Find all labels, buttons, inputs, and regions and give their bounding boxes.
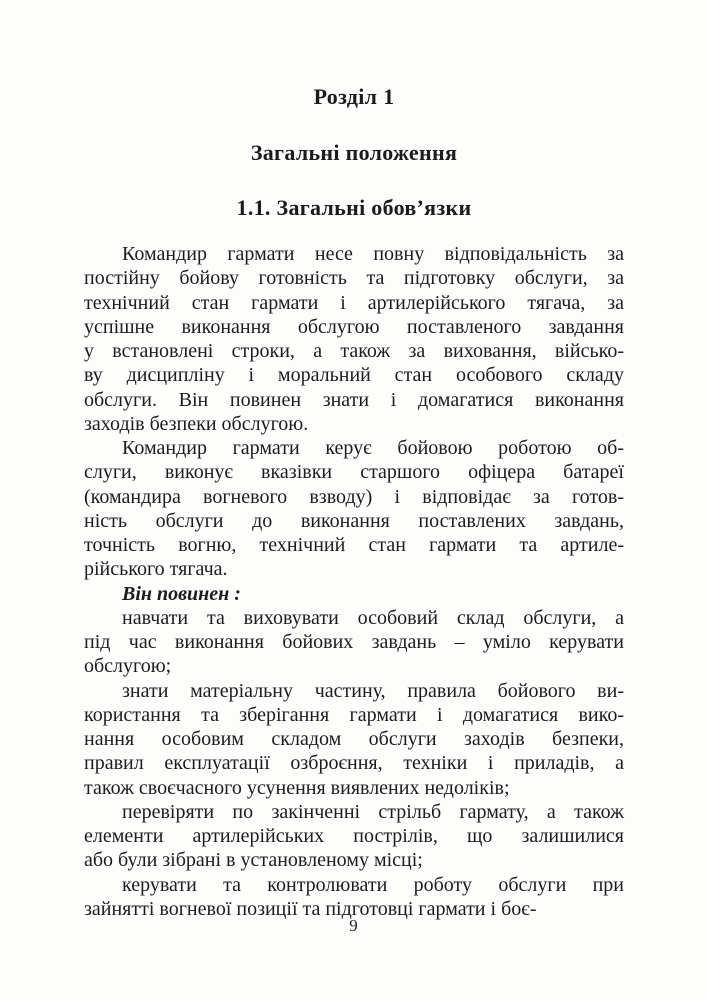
text-line: користання та зберігання гармати і домагатися вико- <box>84 703 624 726</box>
text-line: перевіряти по закінченні стрільб гармату, а також <box>122 800 624 823</box>
text-line: (командира вогневого взводу) і відповідає за готов- <box>84 485 624 508</box>
text-line: Командир гармати керує бойовою роботою об- <box>122 437 624 459</box>
text-line: Командир гармати несе повну відповідальність за <box>122 243 624 265</box>
paragraph <box>84 606 624 679</box>
text-line: у встановлені строки, а також за виховання, військо- <box>84 340 624 362</box>
text-line: також своєчасного усунення виявлених недоліків; <box>84 776 510 799</box>
text-line: ву дисципліну і моральний стан особового складу <box>84 364 624 387</box>
text-line: або були зібрані в установленому місці; <box>84 849 423 872</box>
text-line: заходів безпеки обслугою. <box>84 412 309 435</box>
paragraph <box>84 436 624 582</box>
text-line: нання особовим складом обслуги заходів безпеки, <box>84 728 624 750</box>
text-line: зайнятті вогневої позиції та підготовці гармати і боє- <box>84 897 537 920</box>
text-line: успішне виконання обслугою поставленого завдання <box>84 315 624 338</box>
paragraph <box>84 242 624 436</box>
text-line: обслуги. Він повинен знати і домагатися виконання <box>84 388 624 411</box>
headings-block <box>84 84 624 221</box>
subsection-heading: 1.1. Загальні обов’язки <box>236 195 472 220</box>
chapter-heading: Розділ 1 <box>313 84 395 109</box>
body-text <box>84 242 624 921</box>
text-line: під час виконання бойових завдань – уміло керувати <box>84 631 624 653</box>
text-line: постійну бойову готовність та підготовку обслуги, за <box>84 267 624 290</box>
text-line: ність обслуги до виконання поставлених завдань, <box>84 509 624 532</box>
section-heading: Загальні положення <box>250 140 458 165</box>
paragraph <box>84 679 624 800</box>
text-line: слуги, виконує вказівки старшого офіцера батареї <box>84 461 624 484</box>
page-number: 9 <box>349 916 358 935</box>
text-line: знати матеріальну частину, правила бойового ви- <box>122 679 624 702</box>
text-line: правил експлуатації озброєння, техніки і приладів, а <box>84 752 624 775</box>
text-line: обслугою; <box>84 655 172 678</box>
text-line: керувати та контролювати роботу обслуги при <box>122 873 624 896</box>
text-line: рійського тягача. <box>84 558 228 581</box>
text-line: елементи артилерійських пострілів, що залишилися <box>84 825 624 847</box>
paragraph <box>84 582 624 606</box>
text-line: Він повинен : <box>122 582 241 605</box>
text-line: навчати та виховувати особовий склад обслуги, а <box>122 606 624 629</box>
paragraph <box>84 873 624 922</box>
paragraph <box>84 800 624 873</box>
text-line: точність вогню, технічний стан гармати та артиле- <box>84 534 624 556</box>
text-line: технічний стан гармати і артилерійського тягача, за <box>84 291 624 314</box>
